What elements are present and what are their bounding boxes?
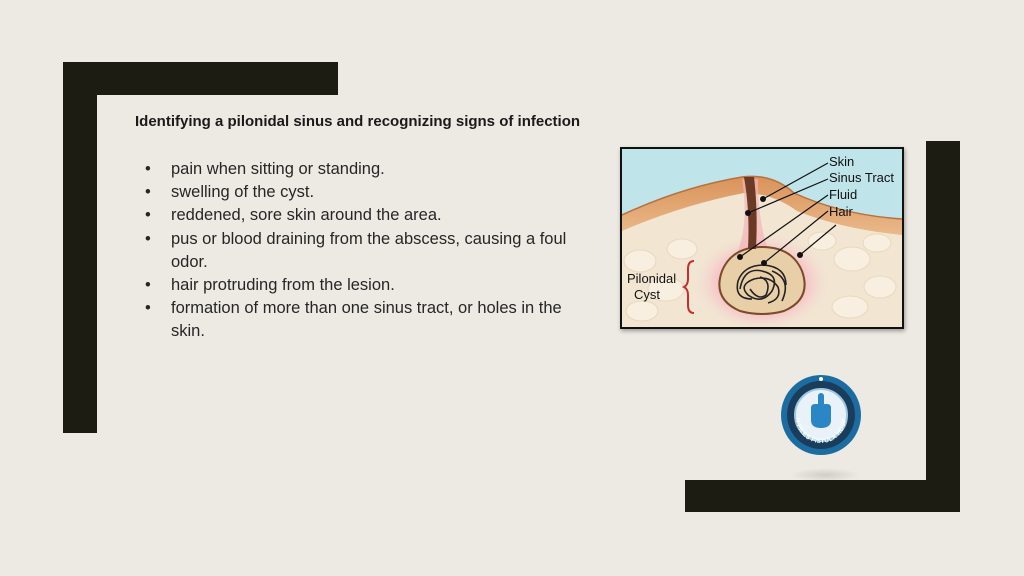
symptom-list: [145, 158, 585, 344]
frame-right-bar: [926, 141, 960, 512]
list-item: • swelling of the cyst.: [145, 181, 585, 204]
label-fluid: Fluid: [829, 187, 858, 202]
list-item: • pain when sitting or standing.: [145, 158, 585, 181]
list-item: • formation of more than one sinus tract, or holes in the skin.: [145, 297, 585, 343]
label-hair: Hair: [829, 204, 853, 219]
diagram-illustration: [622, 149, 902, 327]
list-item: • reddened, sore skin around the area.: [145, 204, 585, 227]
pilonidal-cyst-diagram: [620, 147, 904, 329]
label-skin: Skin: [829, 154, 855, 169]
logo-shadow: [790, 468, 860, 482]
logo-text: H PILES FISTULA HOSP: [793, 417, 849, 446]
label-sinus-tract: Sinus Tract: [829, 170, 895, 185]
frame-bottom-right-bar: [685, 480, 960, 512]
list-item: • hair protruding from the lesion.: [145, 274, 585, 297]
list-item: • pus or blood draining from the abscess, causing a foul odor.: [145, 228, 585, 274]
frame-top-left-bar: [63, 62, 338, 95]
slide-title: Identifying a pilonidal sinus and recognizing signs of infection: [135, 113, 581, 130]
hospital-logo: [780, 374, 862, 456]
label-cyst-line1: Pilonidal: [627, 271, 677, 286]
label-cyst-line2: Cyst: [634, 287, 660, 302]
frame-left-bar: [63, 62, 97, 433]
